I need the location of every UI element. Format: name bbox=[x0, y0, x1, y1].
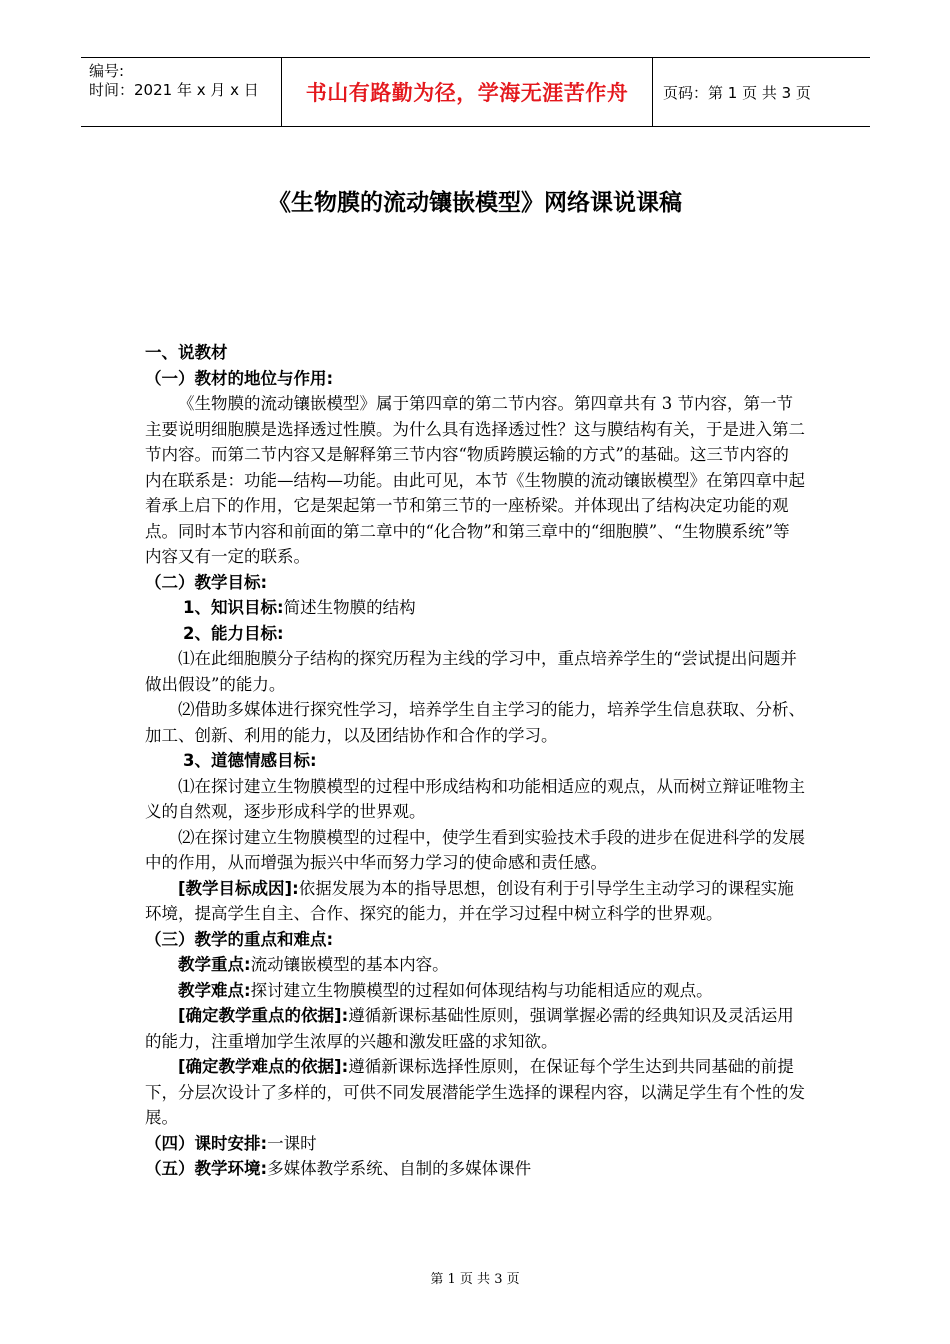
paragraph bbox=[145, 876, 805, 927]
goal-text: 简述生物膜的结构 bbox=[283, 598, 416, 617]
motto-text: 书山有路勤为径，学海无涯苦作舟 bbox=[305, 81, 629, 105]
section-heading: 一、说教材 bbox=[145, 343, 228, 362]
environment-label: （五）教学环境: bbox=[145, 1159, 268, 1178]
goal-label: 3、道德情感目标: bbox=[183, 751, 317, 770]
reason-text: 依据发展为本的指导思想，创设有利于引导学生主动学习的课程实施环境，提高学生自主、合作、探究的能力，并在学习过程中树立科学的世界观。 bbox=[145, 878, 794, 923]
subsection-heading: （三）教学的重点和难点: bbox=[145, 929, 334, 949]
key-text: 流动镶嵌模型的基本内容。 bbox=[250, 955, 449, 974]
difficulty-label: 教学难点: bbox=[178, 980, 251, 1000]
paragraph: ⑴在此细胞膜分子结构的探究历程为主线的学习中，重点培养学生的“尝试提出问题并做出假设”的能力。 bbox=[145, 649, 797, 694]
difficulty-text: 探讨建立生物膜模型的过程如何体现结构与功能相适应的观点。 bbox=[250, 980, 713, 1000]
header-motto-cell bbox=[281, 58, 653, 126]
page-info: 页码：第 1 页 共 3 页 bbox=[663, 83, 811, 102]
paragraph bbox=[145, 952, 805, 978]
environment-text: 多媒体教学系统、自制的多媒体课件 bbox=[267, 1159, 532, 1178]
subsection-heading: （二）教学目标: bbox=[145, 572, 268, 592]
reason-text: 遵循新课标基础性原则，强调掌握必需的经典知识及灵活运用的能力，注重增加学生浓厚的兴趣和激发旺盛的求知欲。 bbox=[145, 1006, 794, 1051]
goal-line bbox=[145, 595, 805, 621]
key-label: 教学重点: bbox=[178, 955, 251, 974]
document-body bbox=[145, 340, 805, 1182]
goal-label: 2、能力目标: bbox=[183, 623, 284, 643]
schedule-label: （四）课时安排: bbox=[145, 1133, 268, 1153]
paragraph: ⑵借助多媒体进行探究性学习，培养学生自主学习的能力，培养学生信息获取、分析、加工、创新、利用的能力，以及团结协作和合作的学习。 bbox=[145, 700, 805, 745]
schedule-line bbox=[145, 1131, 805, 1157]
paragraph bbox=[145, 1003, 805, 1054]
document-title: 《生物膜的流动镶嵌模型》网络课说课稿 bbox=[268, 190, 682, 216]
environment-line bbox=[145, 1156, 805, 1182]
header-page-cell bbox=[653, 58, 870, 126]
reason-label: [确定教学重点的依据]: bbox=[178, 1006, 349, 1025]
paragraph bbox=[145, 1054, 805, 1131]
reason-label: [确定教学难点的依据]: bbox=[178, 1057, 349, 1076]
goal-label: 1、知识目标: bbox=[183, 598, 284, 617]
subsection-heading: （一）教材的地位与作用: bbox=[145, 368, 334, 388]
number-label: 编号: bbox=[89, 62, 125, 80]
schedule-text: 一课时 bbox=[267, 1133, 317, 1153]
page-footer: 第 1 页 共 3 页 bbox=[430, 1272, 520, 1287]
paragraph: 《生物膜的流动镶嵌模型》属于第四章的第二节内容。第四章共有 3 节内容，第一节主要说明细胞膜是选择透过性膜。为什么具有选择透过性？这与膜结构有关，于是进入第二节内容。而第二节内容又是解释第三节内容“物质跨膜运输的方式”的基础。这三节内容的内在联系是：功能—结构—功能。由此可见，本节《生物膜的流动镶嵌模型》在第四章中起着承上启下的作用，它是架起第一节和第三节的一座桥梁。并体现出了结构决定功能的观点。同时本节内容和前面的第二章中的“化合物”和第三章中的“细胞膜”、“生物膜系统”等内容又有一定的联系。 bbox=[145, 394, 805, 566]
header-table bbox=[81, 57, 870, 127]
time-label: 时间：2021 年 x 月 x 日 bbox=[89, 81, 259, 99]
paragraph: ⑵在探讨建立生物膜模型的过程中，使学生看到实验技术手段的进步在促进科学的发展中的作用，从而增强为振兴中华而努力学习的使命感和责任感。 bbox=[145, 827, 805, 872]
paragraph: ⑴在探讨建立生物膜模型的过程中形成结构和功能相适应的观点，从而树立辩证唯物主义的自然观，逐步形成科学的世界观。 bbox=[145, 776, 805, 821]
reason-text: 遵循新课标选择性原则，在保证每个学生达到共同基础的前提下，分层次设计了多样的，可供不同发展潜能学生选择的课程内容，以满足学生有个性的发展。 bbox=[145, 1057, 805, 1127]
paragraph bbox=[145, 978, 805, 1004]
reason-label: [教学目标成因]: bbox=[178, 878, 299, 898]
header-left-cell bbox=[81, 58, 281, 126]
